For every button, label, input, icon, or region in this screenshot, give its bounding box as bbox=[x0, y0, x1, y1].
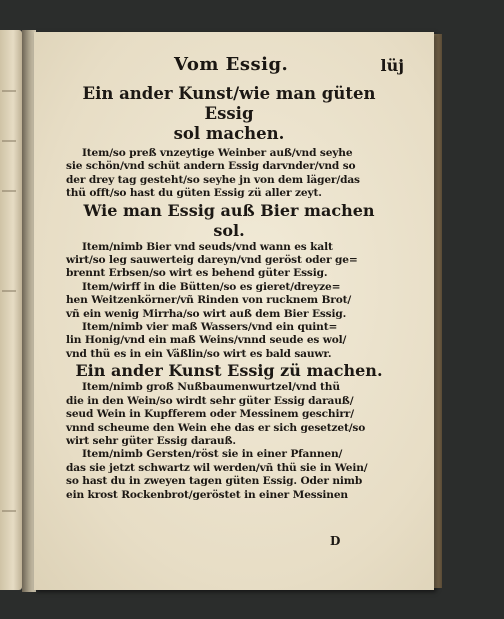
paragraph bbox=[66, 448, 392, 502]
text-line: Item/so preß vnzeytige Weinber auß/vnd seyhe bbox=[82, 147, 353, 159]
bleed-through-mark bbox=[2, 140, 16, 142]
text-line: Item/nimb groß Nußbaumenwurtzel/vnd thü bbox=[82, 381, 340, 394]
text-line: hen Weitzenkörner/vñ Rinden von rucknem Brot/ bbox=[66, 294, 352, 307]
text-line: wirt/so leg sauwerteig dareyn/vnd geröst oder ge= bbox=[66, 254, 358, 267]
section-heading-cont: sol machen. bbox=[173, 124, 285, 143]
text-line: seud Wein in Kupfferem oder Messinem geschirr/ bbox=[66, 408, 354, 421]
text-line: so hast du in zweyen tagen güten Essig. Oder nimb bbox=[66, 475, 363, 488]
folio-number: lüj bbox=[380, 56, 404, 75]
text-line: Item/nimb vier maß Wassers/vnd ein quint= bbox=[82, 321, 338, 334]
text-line: Item/nimb Bier vnd seuds/vnd wann es kalt bbox=[82, 240, 333, 253]
paragraph bbox=[66, 321, 392, 361]
text-line: Item/nimb Gersten/röst sie in einer Pfannen/ bbox=[82, 448, 343, 461]
text-line: vnnd scheume den Wein ehe das er sich gesetzet/so bbox=[66, 421, 366, 434]
book-page bbox=[34, 32, 434, 590]
text-line: vnd thü es in ein Väßlin/so wirt es bald sauwr. bbox=[66, 347, 332, 360]
text-block bbox=[66, 84, 392, 502]
bleed-through-mark bbox=[2, 190, 16, 192]
page-header bbox=[34, 54, 434, 78]
text-line: die in den Wein/so wirdt sehr güter Essig darauß/ bbox=[66, 394, 354, 407]
text-line: brennt Erbsen/so wirt es behend güter Essig. bbox=[66, 267, 328, 280]
section-heading: Ein ander Kunst/wie man güten Essig bbox=[82, 84, 376, 123]
section-heading: Wie man Essig auß Bier machen sol. bbox=[83, 200, 375, 240]
text-line: ein krost Rockenbrot/geröstet in einer Messinen bbox=[66, 488, 348, 501]
text-line: wirt sehr güter Essig darauß. bbox=[66, 434, 236, 447]
paragraph bbox=[66, 281, 392, 321]
text-line: thü offt/so hast du güten Essig zü aller zeyt. bbox=[66, 187, 322, 200]
text-line: der drey tag gesteht/so seyhe jn von dem läger/das bbox=[66, 173, 360, 186]
paragraph bbox=[66, 241, 392, 281]
text-line: lin Honig/vnd ein maß Weins/vnnd seude es wol/ bbox=[66, 334, 347, 347]
section-heading: Ein ander Kunst Essig zü machen. bbox=[75, 361, 383, 381]
bleed-through-mark bbox=[2, 510, 16, 512]
text-line: Item/wirff in die Bütten/so es gieret/dreyze= bbox=[82, 280, 341, 293]
bleed-through-mark bbox=[2, 290, 16, 292]
signature-mark: D bbox=[330, 534, 341, 548]
text-line: das sie jetzt schwartz wil werden/vñ thü sie in Wein/ bbox=[66, 461, 368, 474]
running-head: Vom Essig. bbox=[174, 54, 289, 75]
paragraph bbox=[66, 381, 392, 448]
paragraph bbox=[66, 147, 392, 201]
text-line: vñ ein wenig Mirrha/so wirt auß dem Bier Essig. bbox=[66, 307, 347, 320]
facing-page-edge bbox=[0, 30, 22, 590]
text-line: sie schön/vnd schüt andern Essig darvnder/vnd so bbox=[66, 160, 356, 173]
bleed-through-mark bbox=[2, 90, 16, 92]
